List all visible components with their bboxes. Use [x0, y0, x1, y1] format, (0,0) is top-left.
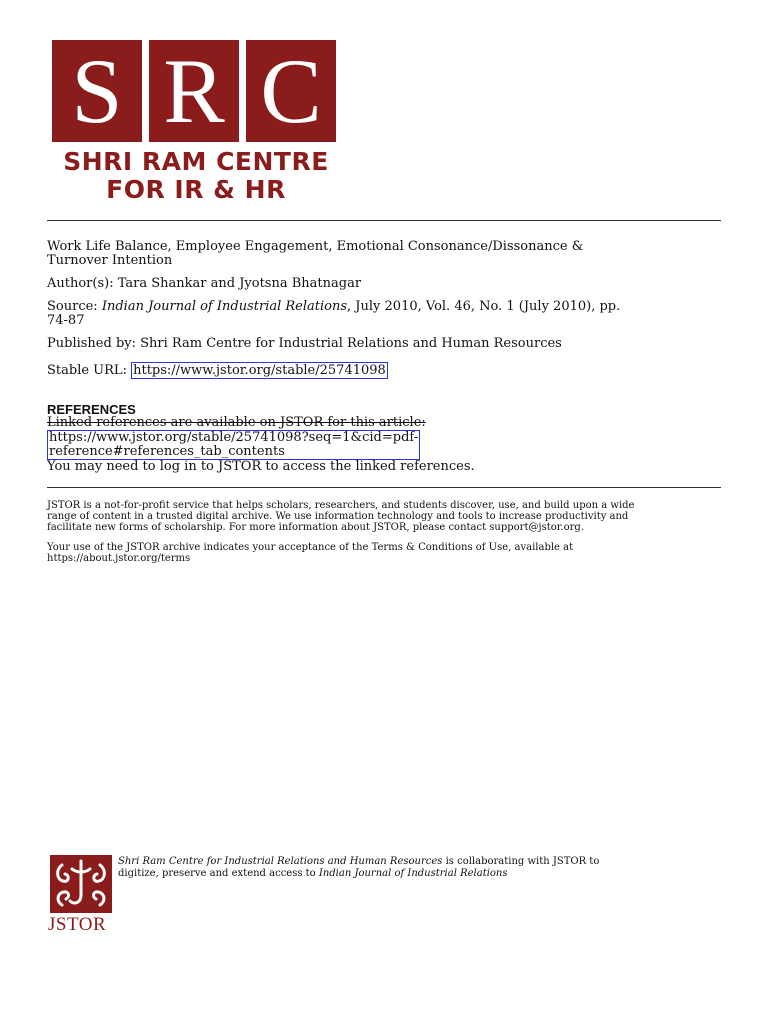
source-row: [47, 300, 727, 328]
terms-line-2[interactable]: https://about.jstor.org/terms: [47, 553, 191, 564]
logo-letter-s: S: [52, 40, 142, 142]
title-line-2: Turnover Intention: [47, 253, 173, 268]
article-title: [47, 240, 727, 268]
references-link-line-2[interactable]: reference#references_tab_contents: [49, 444, 285, 459]
src-logo: [47, 40, 345, 210]
jstor-notice-paragraph: [47, 500, 727, 533]
references-link-line-1[interactable]: https://www.jstor.org/stable/25741098?seq=1&cid=pdf-: [49, 430, 419, 445]
references-heading: REFERENCES: [47, 402, 136, 417]
references-link[interactable]: [47, 430, 420, 460]
collab-org: Shri Ram Centre for Industrial Relations and Human Resources: [118, 856, 443, 867]
source-pages: 74-87: [47, 313, 85, 328]
middle-divider: [47, 487, 721, 488]
collab-journal: Indian Journal of Industrial Relations: [318, 868, 508, 879]
authors-label: Author(s):: [47, 276, 114, 291]
terms-line-1: Your use of the JSTOR archive indicates your acceptance of the Terms & Conditions of Use, available at: [47, 542, 574, 553]
source-label: Source:: [47, 299, 98, 314]
notice-line-3: facilitate new forms of scholarship. For more information about JSTOR, please contact support@jstor.org.: [47, 522, 584, 533]
jstor-wordmark: JSTOR: [48, 914, 107, 935]
published-row: [47, 337, 727, 351]
authors-row: [47, 277, 727, 291]
logo-letter-r: R: [149, 40, 239, 142]
notice-line-1: JSTOR is a not-for-profit service that helps scholars, researchers, and students discover, use, and build upon a wide: [47, 500, 635, 511]
source-details: , July 2010, Vol. 46, No. 1 (July 2010), pp.: [347, 299, 621, 314]
logo-letter-c: C: [246, 40, 336, 142]
source-journal: Indian Journal of Industrial Relations: [101, 299, 348, 314]
terms-paragraph: [47, 542, 727, 564]
stable-url-link[interactable]: https://www.jstor.org/stable/25741098: [133, 363, 386, 378]
stable-url-row: [47, 364, 727, 378]
collab-text-1: is collaborating with JSTOR to: [445, 856, 600, 867]
authors-value: Tara Shankar and Jyotsna Bhatnagar: [117, 276, 362, 291]
logo-line-1: SHRI RAM CENTRE: [63, 147, 329, 176]
jstor-logo: [48, 855, 114, 937]
references-block: [47, 416, 727, 474]
collab-text-2: digitize, preserve and extend access to: [118, 868, 316, 879]
logo-line-2: FOR IR & HR: [106, 175, 286, 204]
published-label: Published by:: [47, 336, 136, 351]
title-line-1: Work Life Balance, Employee Engagement, Emotional Consonance/Dissonance &: [47, 239, 584, 254]
references-available-text: Linked references are available on JSTOR for this article:: [47, 415, 426, 430]
notice-line-2: range of content in a trusted digital archive. We use information technology and tools to increase productivity and: [47, 511, 629, 522]
collaboration-text: [118, 856, 698, 880]
jstor-emblem-icon: [50, 855, 112, 913]
logo-letter-boxes: [52, 40, 345, 142]
stable-url-label: Stable URL:: [47, 363, 127, 378]
top-divider: [47, 220, 721, 221]
login-notice: You may need to log in to JSTOR to access the linked references.: [47, 459, 475, 474]
publisher-name: Shri Ram Centre for Industrial Relations and Human Resources: [140, 336, 562, 351]
